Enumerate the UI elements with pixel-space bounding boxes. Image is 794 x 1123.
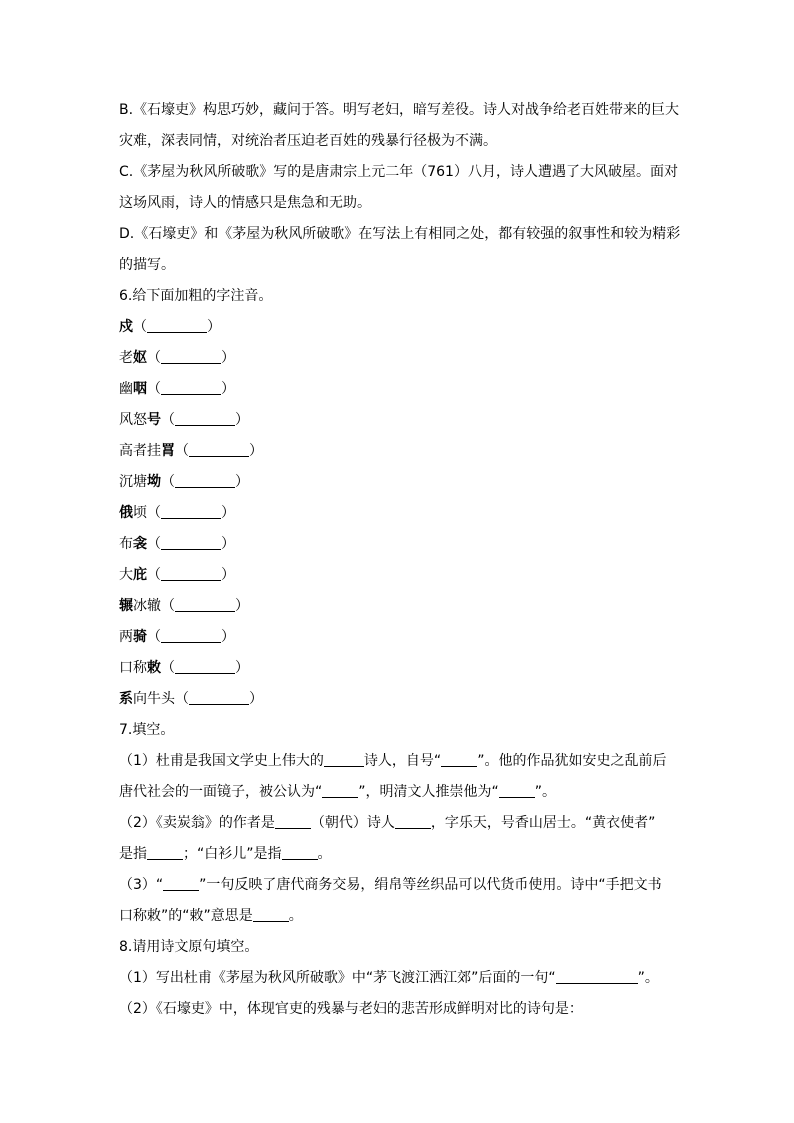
pinyin-blank[interactable]: [161, 628, 221, 643]
open-paren: （: [161, 660, 175, 676]
text: （3）“: [119, 877, 164, 893]
close-paren: ）: [235, 660, 249, 676]
close-paren: ）: [235, 412, 249, 428]
answer-blank[interactable]: [441, 752, 477, 767]
text: ；“白衫儿”是指: [183, 846, 282, 862]
text-line: D.《石壕吏》和《茅屋为秋风所破歌》在写法上有相同之处，都有较强的叙事性和较为精彩: [119, 226, 681, 242]
q8-title: 8.请用诗文原句填空。: [119, 939, 259, 955]
q6-item: [119, 653, 679, 684]
open-paren: （: [147, 536, 161, 552]
open-paren: （: [147, 505, 161, 521]
text-line: [119, 777, 679, 808]
q6-item: [119, 560, 679, 591]
word-text: 风怒: [119, 412, 147, 428]
bold-char: 号: [147, 412, 161, 428]
close-paren: ）: [221, 536, 235, 552]
text-line: [119, 746, 679, 777]
bold-char: 坳: [147, 474, 161, 490]
q6-item: [119, 684, 679, 715]
bold-char: 庇: [133, 567, 147, 583]
q6-item: [119, 374, 679, 405]
text: ”。他的作品犹如安史之乱前后: [477, 753, 667, 769]
pinyin-blank[interactable]: [189, 442, 249, 457]
answer-blank[interactable]: [499, 783, 535, 798]
word-text: 两: [119, 629, 133, 645]
open-paren: （: [147, 629, 161, 645]
pinyin-blank[interactable]: [189, 690, 249, 705]
q6-item: [119, 312, 679, 343]
text: （1）写出杜甫《茅屋为秋风所破歌》中“茅飞渡江洒江郊”后面的一句“: [119, 970, 556, 986]
bold-char: 咽: [133, 381, 147, 397]
q5-option-b: [119, 95, 679, 157]
pinyin-blank[interactable]: [147, 318, 207, 333]
text-line: B.《石壕吏》构思巧妙，藏问于答。明写老妇，暗写差役。诗人对战争给老百姓带来的巨大: [119, 102, 680, 118]
q7-part2: [119, 808, 679, 870]
q5-option-d: [119, 219, 679, 281]
answer-blank[interactable]: [253, 907, 289, 922]
close-paren: ）: [249, 443, 263, 459]
pinyin-blank[interactable]: [175, 473, 235, 488]
bold-char: 衾: [133, 536, 147, 552]
q7-part1: [119, 746, 679, 808]
text-line: [119, 839, 679, 870]
q8-part1: [119, 963, 679, 994]
word-text: 沉塘: [119, 474, 147, 490]
text: ”一句反映了唐代商务交易，绢帛等丝织品可以代货币使用。诗中“手把文书: [199, 877, 662, 893]
open-paren: （: [161, 598, 175, 614]
q6-item: [119, 622, 679, 653]
close-paren: ）: [221, 381, 235, 397]
open-paren: （: [147, 567, 161, 583]
answer-blank[interactable]: [163, 876, 199, 891]
text: ”，明清文人推崇他为“: [358, 784, 499, 800]
bold-char: 妪: [133, 350, 147, 366]
bold-char: 戍: [119, 319, 133, 335]
pinyin-blank[interactable]: [175, 659, 235, 674]
q6-item: [119, 405, 679, 436]
text-line: [119, 808, 679, 839]
close-paren: ）: [221, 505, 235, 521]
text: 唐代社会的一面镜子，被公认为“: [119, 784, 323, 800]
answer-blank[interactable]: [147, 845, 183, 860]
q7-title: 7.填空。: [119, 722, 175, 738]
open-paren: （: [161, 412, 175, 428]
bold-char: 敕: [147, 660, 161, 676]
word-text: 大: [119, 567, 133, 583]
open-paren: （: [133, 319, 147, 335]
document-page: [119, 95, 679, 1025]
answer-blank[interactable]: [282, 845, 318, 860]
text: 口称敕”的“敕”意思是: [119, 908, 253, 924]
text: （2）《卖炭翁》的作者是: [119, 815, 275, 831]
close-paren: ）: [207, 319, 221, 335]
text-line: [119, 901, 679, 932]
q6-item: [119, 436, 679, 467]
text: ，字乐天，号香山居士。“黄衣使者”: [430, 815, 656, 831]
open-paren: （: [161, 474, 175, 490]
pinyin-blank[interactable]: [175, 597, 235, 612]
pinyin-blank[interactable]: [161, 349, 221, 364]
q6-item: [119, 343, 679, 374]
q6-item: [119, 498, 679, 529]
word-text: 幽: [119, 381, 133, 397]
word-text: 高者挂: [119, 443, 161, 459]
bold-char: 骑: [133, 629, 147, 645]
word-text: 老: [119, 350, 133, 366]
answer-blank[interactable]: [322, 783, 358, 798]
close-paren: ）: [221, 350, 235, 366]
close-paren: ）: [249, 691, 263, 707]
q5-option-c: [119, 157, 679, 219]
bold-char: 辗: [119, 598, 133, 614]
open-paren: （: [175, 443, 189, 459]
text: （朝代）诗人: [310, 815, 395, 831]
pinyin-blank[interactable]: [161, 380, 221, 395]
text-line: C.《茅屋为秋风所破歌》写的是唐肃宗上元二年（761）八月，诗人遭遇了大风破屋。面对: [119, 164, 678, 180]
word-text: 口称: [119, 660, 147, 676]
pinyin-blank[interactable]: [161, 504, 221, 519]
bold-char: 系: [119, 691, 133, 707]
bold-char: 俄: [119, 505, 133, 521]
pinyin-blank[interactable]: [175, 411, 235, 426]
text-line: 的描写。: [119, 257, 175, 273]
answer-blank[interactable]: [556, 969, 638, 984]
word-text: 顷: [133, 505, 147, 521]
word-text: 冰辙: [133, 598, 161, 614]
close-paren: ）: [235, 598, 249, 614]
close-paren: ）: [221, 567, 235, 583]
text: 诗人，自号“: [363, 753, 442, 769]
q8-part2: （2）《石壕吏》中，体现官吏的残暴与老妇的悲苦形成鲜明对比的诗句是：: [119, 1001, 583, 1017]
text-line: 这场风雨，诗人的情感只是焦急和无助。: [119, 195, 371, 211]
text-line: 灾难，深表同情，对统治者压迫老百姓的残暴行径极为不满。: [119, 133, 497, 149]
word-text: 布: [119, 536, 133, 552]
close-paren: ）: [221, 629, 235, 645]
word-text: 向牛头: [133, 691, 175, 707]
text: （1）杜甫是我国文学史上伟大的: [119, 753, 324, 769]
answer-blank[interactable]: [324, 752, 364, 767]
q6-item: [119, 467, 679, 498]
q6-item: [119, 591, 679, 622]
text: ”。: [534, 784, 557, 800]
open-paren: （: [147, 350, 161, 366]
close-paren: ）: [235, 474, 249, 490]
open-paren: （: [147, 381, 161, 397]
q6-title: 6.给下面加粗的字注音。: [119, 288, 273, 304]
pinyin-blank[interactable]: [161, 566, 221, 581]
open-paren: （: [175, 691, 189, 707]
answer-blank[interactable]: [275, 814, 311, 829]
text-line: [119, 870, 679, 901]
bold-char: 罥: [161, 443, 175, 459]
text: 是指: [119, 846, 147, 862]
text: 。: [317, 846, 332, 862]
q7-part3: [119, 870, 679, 932]
q6-item: [119, 529, 679, 560]
pinyin-blank[interactable]: [161, 535, 221, 550]
answer-blank[interactable]: [395, 814, 431, 829]
q6-items: [119, 312, 679, 715]
text: 。: [288, 908, 303, 924]
text: ”。: [637, 970, 659, 986]
